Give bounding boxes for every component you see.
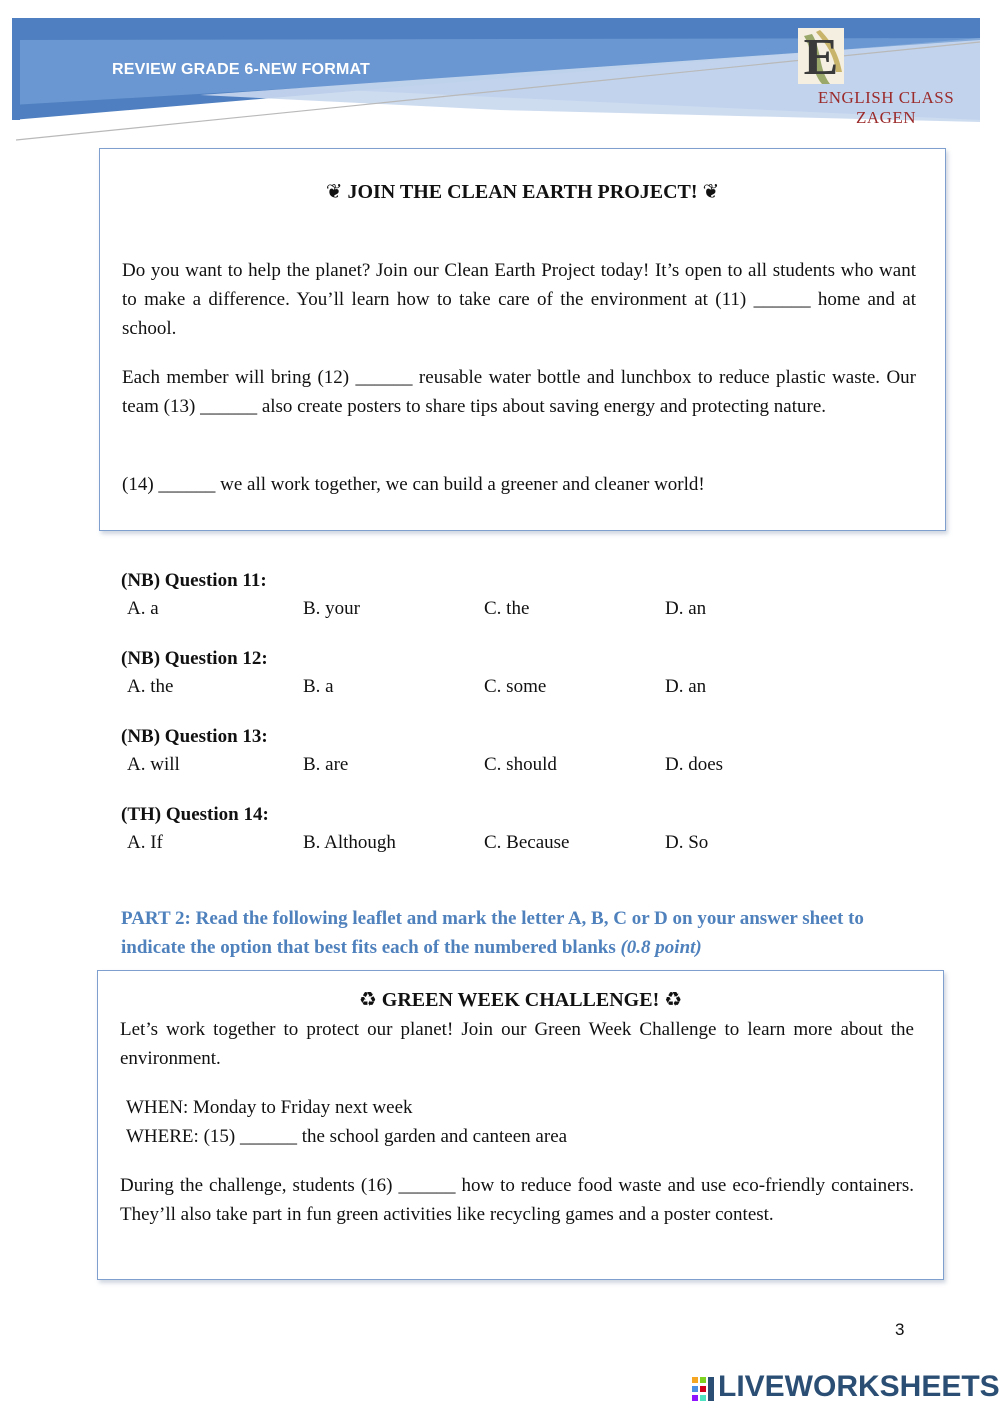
- option-a[interactable]: A. will: [127, 754, 180, 775]
- option-a[interactable]: A. a: [127, 598, 159, 619]
- option-b[interactable]: B. Although: [303, 832, 396, 853]
- option-d[interactable]: D. an: [665, 676, 707, 697]
- leaflet-title: [100, 179, 945, 204]
- recycle-icon-right: ♻: [664, 987, 683, 1011]
- seedling-icon: ❦: [325, 179, 343, 203]
- liveworksheets-logo-icon: [692, 1377, 714, 1401]
- question-label: (NB) Question 11:: [121, 570, 267, 591]
- question-label: (NB) Question 13:: [121, 726, 268, 747]
- option-c[interactable]: C. the: [484, 598, 530, 619]
- header-title: REVIEW GRADE 6-NEW FORMAT: [112, 61, 371, 78]
- header-banner: [0, 0, 1000, 150]
- liveworksheets-brand[interactable]: LIVEWORKSHEETS: [718, 1370, 1000, 1403]
- logo-letter: E: [803, 29, 839, 86]
- option-d[interactable]: D. So: [665, 832, 709, 853]
- seedling-icon-right: ❦: [702, 179, 720, 203]
- leaflet-title-text: JOIN THE CLEAN EARTH PROJECT!: [347, 181, 698, 203]
- leaflet-when: WHEN: Monday to Friday next week: [126, 1097, 413, 1118]
- green-week-leaflet: [97, 970, 944, 1280]
- leaflet-title-text: GREEN WEEK CHALLENGE!: [381, 989, 660, 1011]
- option-d[interactable]: D. does: [665, 754, 724, 775]
- recycle-icon: ♻: [358, 987, 377, 1011]
- logo-mark-icon: [796, 24, 846, 88]
- leaflet-intro: Let’s work together to protect our planet! Join our Green Week Challenge to learn more about the environment.: [120, 1019, 914, 1069]
- part2-points: (0.8 point): [620, 937, 702, 958]
- part2-text: PART 2: Read the following leaflet and mark the letter A, B, C or D on your answer sheet to indicate the option that best fits each of the numbered blanks: [121, 908, 864, 958]
- question-label: (NB) Question 12:: [121, 648, 268, 669]
- page-number: 3: [895, 1320, 905, 1339]
- option-b[interactable]: B. are: [303, 754, 349, 775]
- leaflet-paragraph-3: (14) ______ we all work together, we can build a greener and cleaner world!: [122, 474, 705, 495]
- leaflet-where: WHERE: (15) ______ the school garden and canteen area: [126, 1126, 568, 1147]
- clean-earth-leaflet: [99, 148, 946, 531]
- leaflet-body: During the challenge, students (16) ______ how to reduce food waste and use eco-friendly containers. They’ll also take part in fun green activities like recycling games and a poster contest.: [120, 1175, 914, 1225]
- option-a[interactable]: A. the: [127, 676, 174, 697]
- option-c[interactable]: C. some: [484, 676, 547, 697]
- part2-instructions: [121, 904, 921, 962]
- logo: [796, 24, 976, 127]
- option-c[interactable]: C. Because: [484, 832, 570, 853]
- leaflet-paragraph-2: Each member will bring (12) ______ reusable water bottle and lunchbox to reduce plastic waste. Our team (13) ______ also create posters to share tips about saving energy and protecting nature.: [122, 367, 916, 417]
- logo-text: ENGLISH CLASS ZAGEN: [817, 88, 955, 127]
- question-label: (TH) Question 14:: [121, 804, 269, 825]
- option-b[interactable]: B. a: [303, 676, 334, 697]
- leaflet-title: [98, 987, 943, 1012]
- option-d[interactable]: D. an: [665, 598, 707, 619]
- option-c[interactable]: C. should: [484, 754, 557, 775]
- option-a[interactable]: A. If: [127, 832, 163, 853]
- option-b[interactable]: B. your: [303, 598, 360, 619]
- leaflet-paragraph-1: Do you want to help the planet? Join our Clean Earth Project today! It’s open to all students who want to make a difference. You’ll learn how to take care of the environment at (11) ______ home and at school.: [122, 260, 916, 339]
